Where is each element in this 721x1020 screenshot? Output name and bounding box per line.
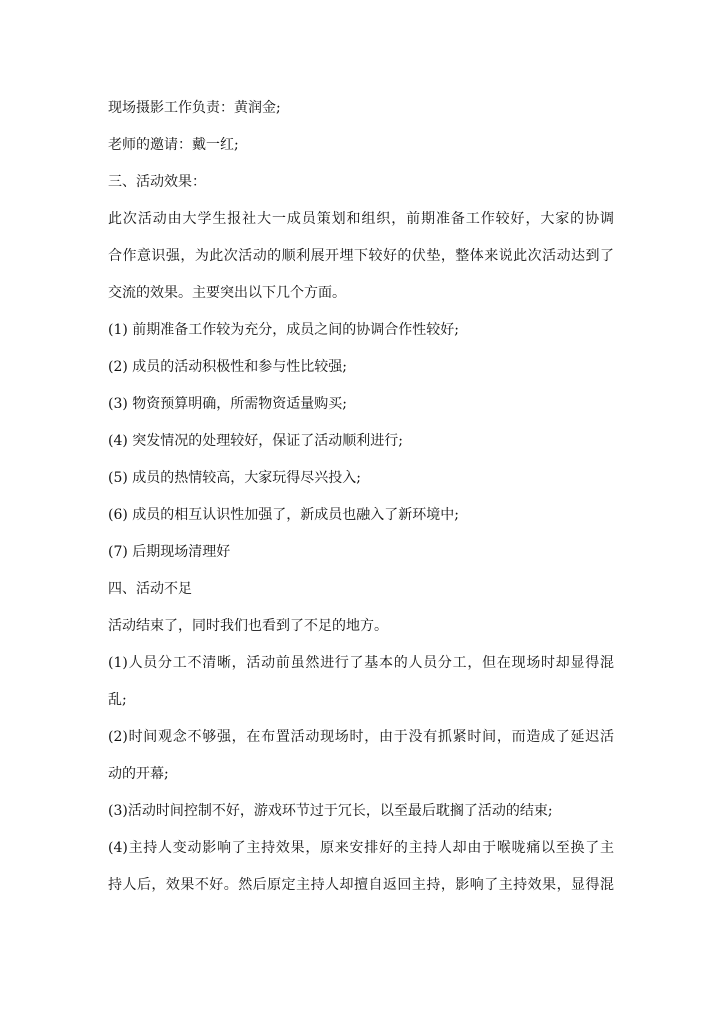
list-item: (7) 后期现场清理好 (108, 544, 231, 560)
list-item: (5) 成员的热情较高，大家玩得尽兴投入; (108, 470, 361, 486)
section-heading: 三、活动效果： (108, 174, 206, 190)
text-line: 老师的邀请：戴一红; (108, 137, 239, 153)
list-item: (4) 突发情况的处理较好，保证了活动顺利进行; (108, 433, 403, 449)
list-item: (2) 成员的活动积极性和参与性比较强; (108, 359, 347, 375)
paragraph-line: 此次活动由大学生报社大一成员策划和组织，前期准备工作较好，大家的协调 (108, 211, 614, 227)
paragraph-line: 活动结束了，同时我们也看到了不足的地方。 (108, 618, 388, 634)
list-item-continuation: 动的开幕; (108, 766, 169, 782)
list-item: (3) 物资预算明确，所需物资适量购买; (108, 396, 347, 412)
paragraph-line: 交流的效果。主要突出以下几个方面。 (108, 285, 346, 301)
document-body (108, 94, 614, 908)
list-item: (3)活动时间控制不好，游戏环节过于冗长，以至最后耽搁了活动的结束; (108, 803, 553, 819)
paragraph-line: 合作意识强，为此次活动的顺利展开埋下较好的伏垫，整体来说此次活动达到了 (108, 248, 614, 264)
list-item: (1) 前期准备工作较为充分，成员之间的协调合作性较好; (108, 322, 459, 338)
list-item: (1)人员分工不清晰，活动前虽然进行了基本的人员分工，但在现场时却显得混 (108, 655, 614, 671)
section-heading: 四、活动不足 (108, 581, 192, 597)
list-item-continuation: 持人后，效果不好。然后原定主持人却擅自返回主持，影响了主持效果，显得混 (108, 877, 614, 893)
list-item: (2)时间观念不够强，在布置活动现场时，由于没有抓紧时间，而造成了延迟活 (108, 729, 614, 745)
list-item: (6) 成员的相互认识性加强了，新成员也融入了新环境中; (108, 507, 459, 523)
list-item: (4)主持人变动影响了主持效果，原来安排好的主持人却由于喉咙痛以至换了主 (108, 840, 614, 856)
list-item-continuation: 乱; (108, 692, 127, 708)
text-line: 现场摄影工作负责：黄润金; (108, 100, 281, 116)
